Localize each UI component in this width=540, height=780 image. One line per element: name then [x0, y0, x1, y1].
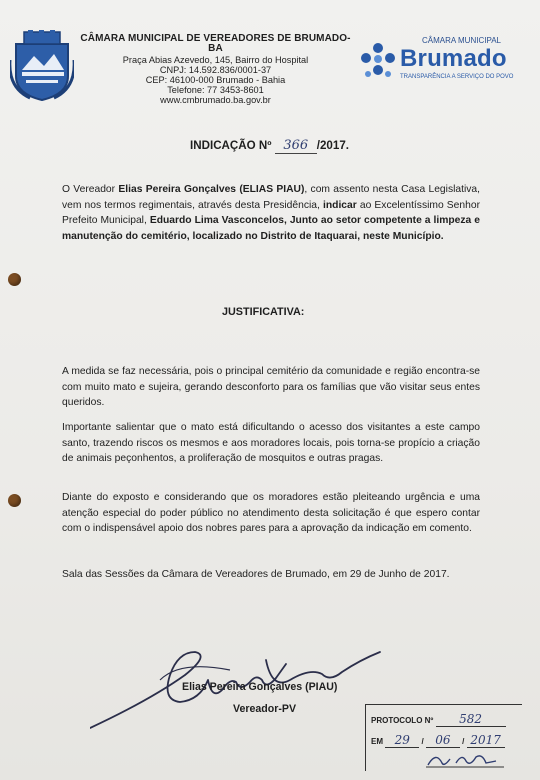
header-title: CÂMARA MUNICIPAL DE VEREADORES DE BRUMADO-BA [80, 33, 351, 54]
header-website: www.cmbrumado.ba.gov.br [160, 95, 271, 105]
p1-text-c: , com assento nesta Casa Legislativa, vem nos termos regimentais, através desta Presidência, [62, 184, 480, 211]
justificativa-heading: JUSTIFICATIVA: [222, 306, 305, 318]
protocol-day: 29 [385, 733, 419, 748]
municipal-crest-icon [10, 30, 74, 102]
protocol-date-row [371, 733, 505, 748]
logo-top-text: CÂMARA MUNICIPAL [422, 36, 501, 45]
session-date-line: Sala das Sessões da Câmara de Vereadores de Brumado, em 29 de Junho de 2017. [62, 569, 450, 580]
protocol-em-label: EM [371, 737, 383, 746]
indicacao-label: INDICAÇÃO Nº [190, 139, 272, 152]
p1-text-a: O Vereador [62, 184, 119, 195]
p1-indicar: indicar [323, 199, 357, 211]
header-address: Praça Abias Azevedo, 145, Bairro do Hospital [122, 55, 309, 65]
date-separator: / [421, 737, 424, 746]
protocol-initials-signature [426, 749, 506, 769]
punch-hole [8, 273, 21, 286]
signatory-name: Elias Pereira Gonçalves (PIAU) [182, 681, 338, 693]
p1-text-e: ao Excelentíssimo Senhor Prefeito Municipal, [62, 199, 480, 226]
indicacao-year: /2017. [316, 139, 349, 152]
indicacao-heading [190, 138, 349, 154]
paragraph-justification-1: A medida se faz necessária, pois o principal cemitério da comunidade e região encontra-se com muito mato e sujeira, gerando desconforto para os famílias que vão visitar seus entes queridos. [62, 366, 480, 408]
header-cep: CEP: 46100-000 Brumado - Bahia [145, 75, 286, 85]
brumado-logo [358, 38, 534, 88]
paragraph-justification-3: Diante do exposto e considerando que os moradores estão pleiteando urgência e uma atenção especial do poder público no atendimento desta solicitação é que espero contar com o indispensável apoio dos nobres pares para a aprovação da indicação em comento. [62, 492, 480, 534]
paragraph-justification-2: Importante salientar que o mato está dificultando o acesso dos visitantes a este campo santo, trazendo riscos os mesmos e aos moradores locais, pois torna-se propício a criação de animais peçonhentos, a proliferação de mosquitos e outras pragas. [62, 422, 480, 464]
header-address-block [78, 34, 353, 105]
signatory-role: Vereador-PV [233, 703, 297, 715]
punch-hole [8, 494, 21, 507]
p1-request-detail: Eduardo Lima Vasconcelos, Junto ao setor competente a limpeza e manutenção do cemitério, localizado no Distrito de Itaquarai, neste Município. [62, 215, 480, 242]
protocol-month: 06 [426, 733, 460, 748]
p1-councilor-name: Elias Pereira Gonçalves (ELIAS PIAU) [118, 184, 305, 195]
indicacao-number: 366 [275, 138, 317, 154]
paragraph-request [62, 182, 480, 244]
protocol-year: 2017 [467, 733, 505, 748]
header-phone: Telefone: 77 3453-8601 [167, 85, 264, 95]
logo-figures-icon [358, 40, 398, 84]
logo-wordmark: Brumado [400, 45, 507, 72]
protocol-label: PROTOCOLO Nº [371, 716, 434, 725]
protocol-stamp [365, 704, 522, 771]
protocol-number-row [371, 712, 506, 727]
date-separator: / [462, 737, 465, 746]
logo-tagline: TRANSPARÊNCIA A SERVIÇO DO POVO [400, 74, 514, 80]
protocol-number: 582 [436, 712, 506, 727]
header-cnpj: CNPJ: 14.592.836/0001-37 [159, 65, 272, 75]
